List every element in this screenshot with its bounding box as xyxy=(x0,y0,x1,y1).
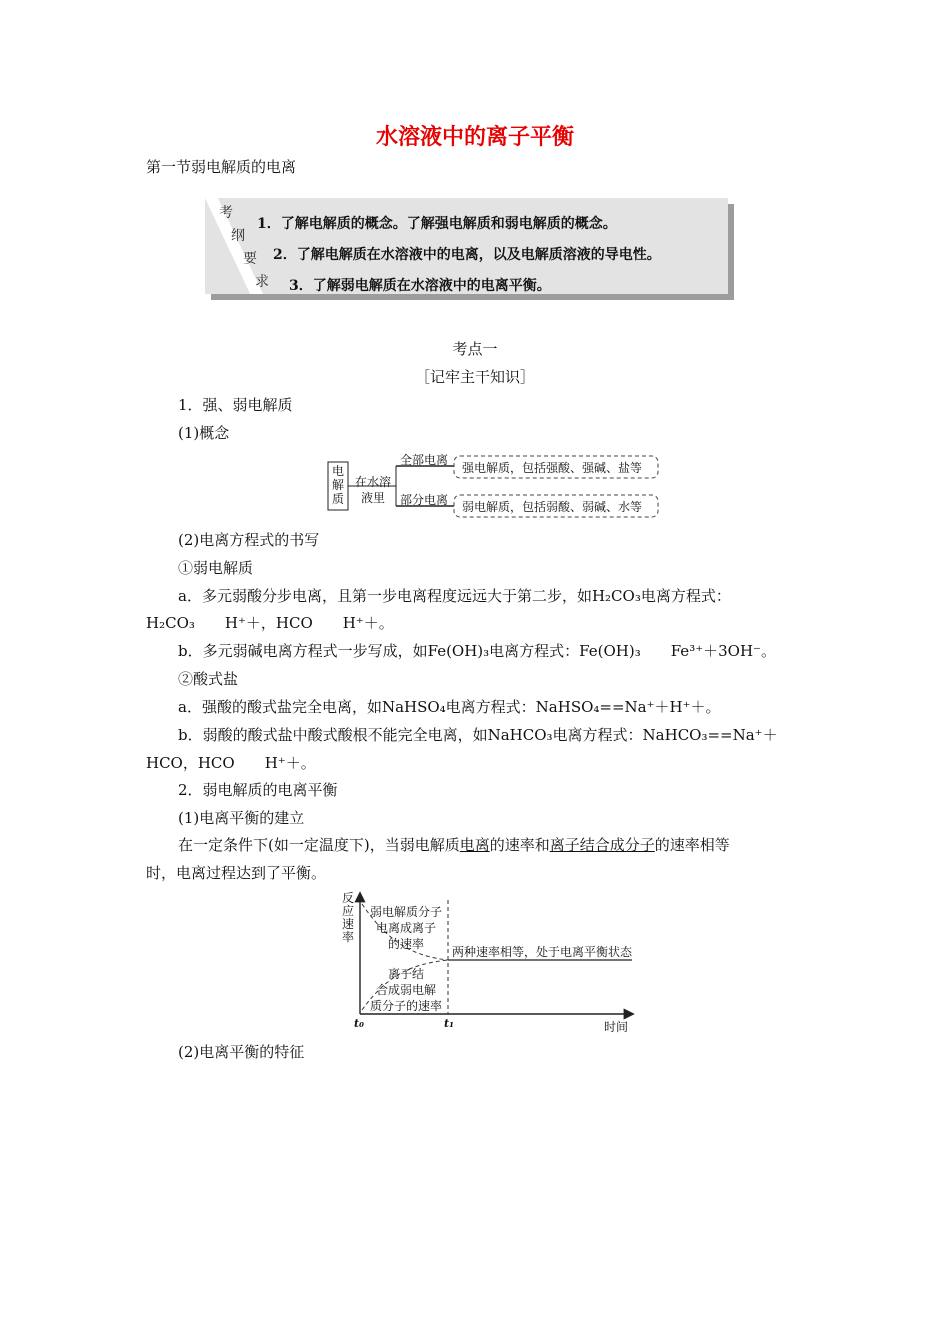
subheading: 1．强、弱电解质 xyxy=(178,396,293,414)
paragraph: H₂CO₃ H⁺＋，HCO H⁺＋。 xyxy=(146,614,394,632)
concept-branch-bottom: 部分电离 xyxy=(400,493,449,507)
graph-xlabel: 时间 xyxy=(604,1020,629,1034)
graph-ylabel-char: 应 xyxy=(342,904,355,918)
concept-branch-top: 全部电离 xyxy=(400,453,449,467)
section-bracket: ［记牢主干知识］ xyxy=(414,368,535,386)
requirements-box xyxy=(205,198,728,300)
tab-char: 要 xyxy=(243,251,257,267)
paragraph-text: 在一定条件下(如一定温度下)，当弱电解质 xyxy=(178,836,460,854)
graph-top-label xyxy=(366,904,446,952)
concept-box-bottom: 弱电解质，包括弱酸、弱碱、水等 xyxy=(462,500,643,514)
concept-diagram xyxy=(326,448,662,524)
paragraph-text: 的速率相等 xyxy=(654,836,730,854)
graph-bottom-label-line: 合成弱电解 xyxy=(375,983,436,997)
paragraph: HCO，HCO H⁺＋。 xyxy=(146,754,316,772)
graph-bottom-label-line: 离子结 xyxy=(387,967,424,981)
graph-bottom-label-line: 质分子的速率 xyxy=(369,999,442,1013)
graph-ylabel-char: 反 xyxy=(342,891,355,905)
graph-top-label-line: 弱电解质分子 xyxy=(369,905,442,919)
underlined-term: 电离 xyxy=(459,836,490,854)
subheading: (2)电离方程式的书写 xyxy=(178,531,320,549)
requirement-item: 1．了解电解质的概念。了解强电解质和弱电解质的概念。 xyxy=(257,216,617,232)
subheading: ①弱电解质 xyxy=(178,559,254,577)
graph-top-label-line: 的速率 xyxy=(387,937,424,951)
tab-char: 求 xyxy=(255,274,269,290)
graph-t1-label: t₁ xyxy=(444,1017,454,1030)
subheading: 2．弱电解质的电离平衡 xyxy=(178,781,338,799)
paragraph: b．多元弱碱电离方程式一步写成，如Fe(OH)₃电离方程式：Fe(OH)₃ Fe³⁺＋3OH⁻。 xyxy=(178,642,776,660)
underlined-term: 离子结合成分子 xyxy=(549,836,655,854)
paragraph: a．多元弱酸分步电离，且第一步电离程度远远大于第二步，如H₂CO₃电离方程式： xyxy=(178,587,731,605)
rate-graph xyxy=(340,890,640,1034)
kaodian-heading: 考点一 xyxy=(452,340,498,358)
graph-right-label: 两种速率相等，处于电离平衡状态 xyxy=(452,945,633,959)
paragraph xyxy=(178,834,730,855)
paragraph: a．强酸的酸式盐完全电离，如NaHSO₄电离方程式：NaHSO₄==Na⁺＋H⁺＋。 xyxy=(178,698,721,716)
requirement-item: 2．了解电解质在水溶液中的电离，以及电解质溶液的导电性。 xyxy=(273,247,661,263)
subheading: (2)电离平衡的特征 xyxy=(178,1043,305,1061)
concept-root: 电解质 xyxy=(332,464,345,506)
tab-char: 考 xyxy=(219,205,233,221)
paragraph: 时，电离过程达到了平衡。 xyxy=(146,864,327,882)
section-heading: 第一节弱电解质的电离 xyxy=(146,158,297,176)
paragraph: b．弱酸的酸式盐中酸式酸根不能完全电离，如NaHCO₃电离方程式：NaHCO₃==Na⁺＋ xyxy=(178,726,778,744)
page-title: 水溶液中的离子平衡 xyxy=(375,125,574,150)
requirement-item: 3．了解弱电解质在水溶液中的电离平衡。 xyxy=(289,278,551,294)
subheading: (1)电离平衡的建立 xyxy=(178,809,305,827)
concept-middle: 在水溶液里 xyxy=(354,475,391,505)
graph-ylabel xyxy=(342,892,356,944)
graph-t0-label: t₀ xyxy=(354,1017,364,1030)
subheading: (1)概念 xyxy=(178,424,230,442)
concept-box-top: 强电解质，包括强酸、强碱、盐等 xyxy=(462,461,643,475)
paragraph-text: 的速率和 xyxy=(489,836,550,854)
graph-top-label-line: 电离成离子 xyxy=(375,921,436,935)
graph-ylabel-char: 率 xyxy=(342,930,355,944)
graph-ylabel-char: 速 xyxy=(342,917,355,931)
tab-char: 纲 xyxy=(231,228,245,244)
graph-bottom-label xyxy=(366,966,446,1014)
subheading: ②酸式盐 xyxy=(178,670,239,688)
